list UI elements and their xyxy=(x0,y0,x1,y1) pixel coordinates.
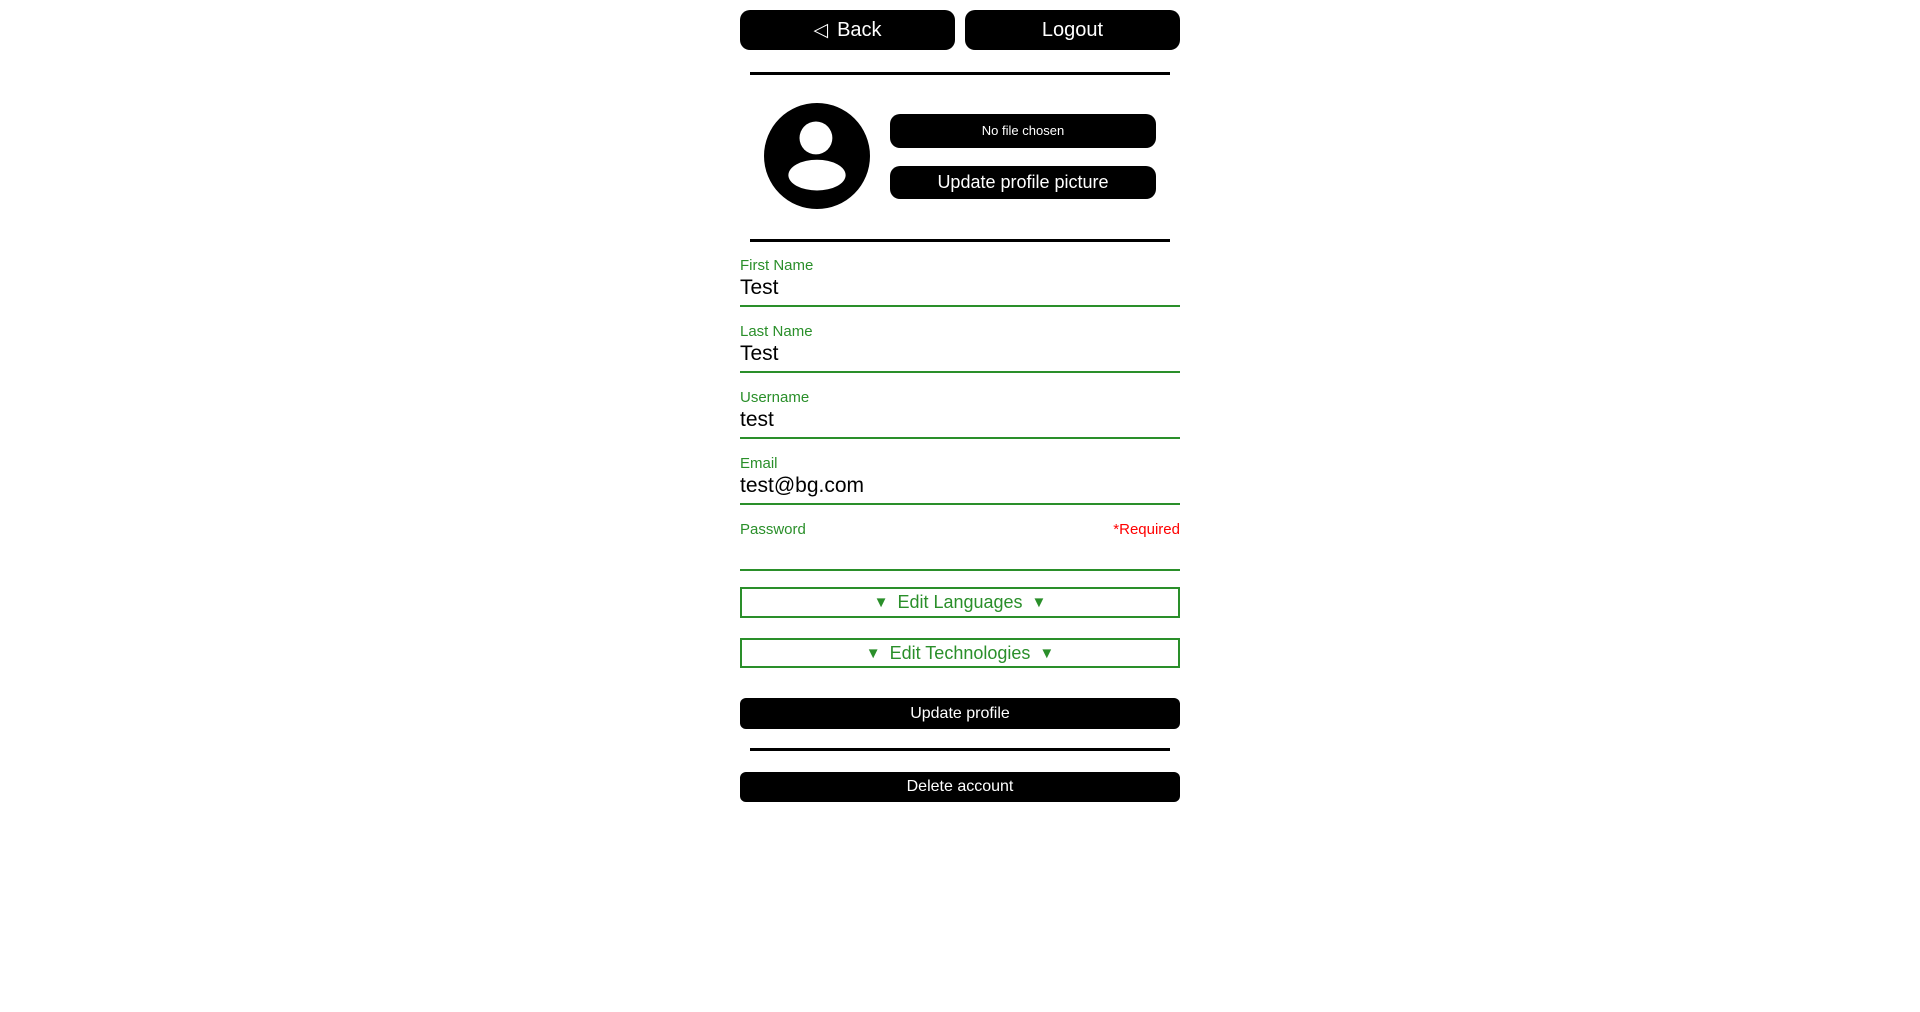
first-name-label: First Name xyxy=(740,257,814,274)
avatar-person-icon xyxy=(764,103,870,209)
username-label: Username xyxy=(740,389,810,406)
divider xyxy=(750,239,1170,242)
required-hint: *Required xyxy=(1113,521,1180,538)
email-field-group xyxy=(740,455,1180,505)
profile-page xyxy=(740,0,1180,802)
caret-down-icon: ▼ xyxy=(1031,594,1047,611)
username-field-group xyxy=(740,389,1180,439)
last-name-input[interactable] xyxy=(740,341,1180,373)
caret-down-icon: ▼ xyxy=(865,644,881,662)
delete-account-button[interactable]: Delete account xyxy=(740,772,1180,802)
header-actions xyxy=(740,10,1180,50)
last-name-field-group xyxy=(740,323,1180,373)
profile-form xyxy=(740,257,1180,802)
file-input[interactable]: No file chosen xyxy=(890,114,1156,148)
back-button-label: Back xyxy=(837,18,882,41)
logout-button[interactable]: Logout xyxy=(965,10,1180,50)
email-input[interactable] xyxy=(740,473,1180,505)
edit-languages-label: Edit Languages xyxy=(897,592,1023,612)
password-label-row xyxy=(740,521,1180,539)
first-name-field-group xyxy=(740,257,1180,307)
back-triangle-icon: ◁ xyxy=(813,19,829,41)
password-label: Password xyxy=(740,521,806,538)
divider xyxy=(750,72,1170,75)
update-profile-button[interactable]: Update profile xyxy=(740,698,1180,729)
back-button[interactable] xyxy=(740,10,955,50)
avatar-section xyxy=(740,103,1180,209)
caret-down-icon: ▼ xyxy=(1039,644,1055,662)
caret-down-icon: ▼ xyxy=(873,594,889,611)
first-name-input[interactable] xyxy=(740,275,1180,307)
email-label: Email xyxy=(740,455,778,472)
divider xyxy=(750,748,1170,751)
update-picture-button[interactable]: Update profile picture xyxy=(890,166,1156,199)
username-input[interactable] xyxy=(740,407,1180,439)
password-field-group xyxy=(740,521,1180,571)
picture-upload-controls xyxy=(890,114,1156,199)
edit-languages-button[interactable] xyxy=(740,587,1180,618)
edit-technologies-label: Edit Technologies xyxy=(889,642,1031,663)
edit-technologies-button[interactable] xyxy=(740,638,1180,668)
last-name-label: Last Name xyxy=(740,323,813,340)
password-input[interactable] xyxy=(740,539,1180,571)
